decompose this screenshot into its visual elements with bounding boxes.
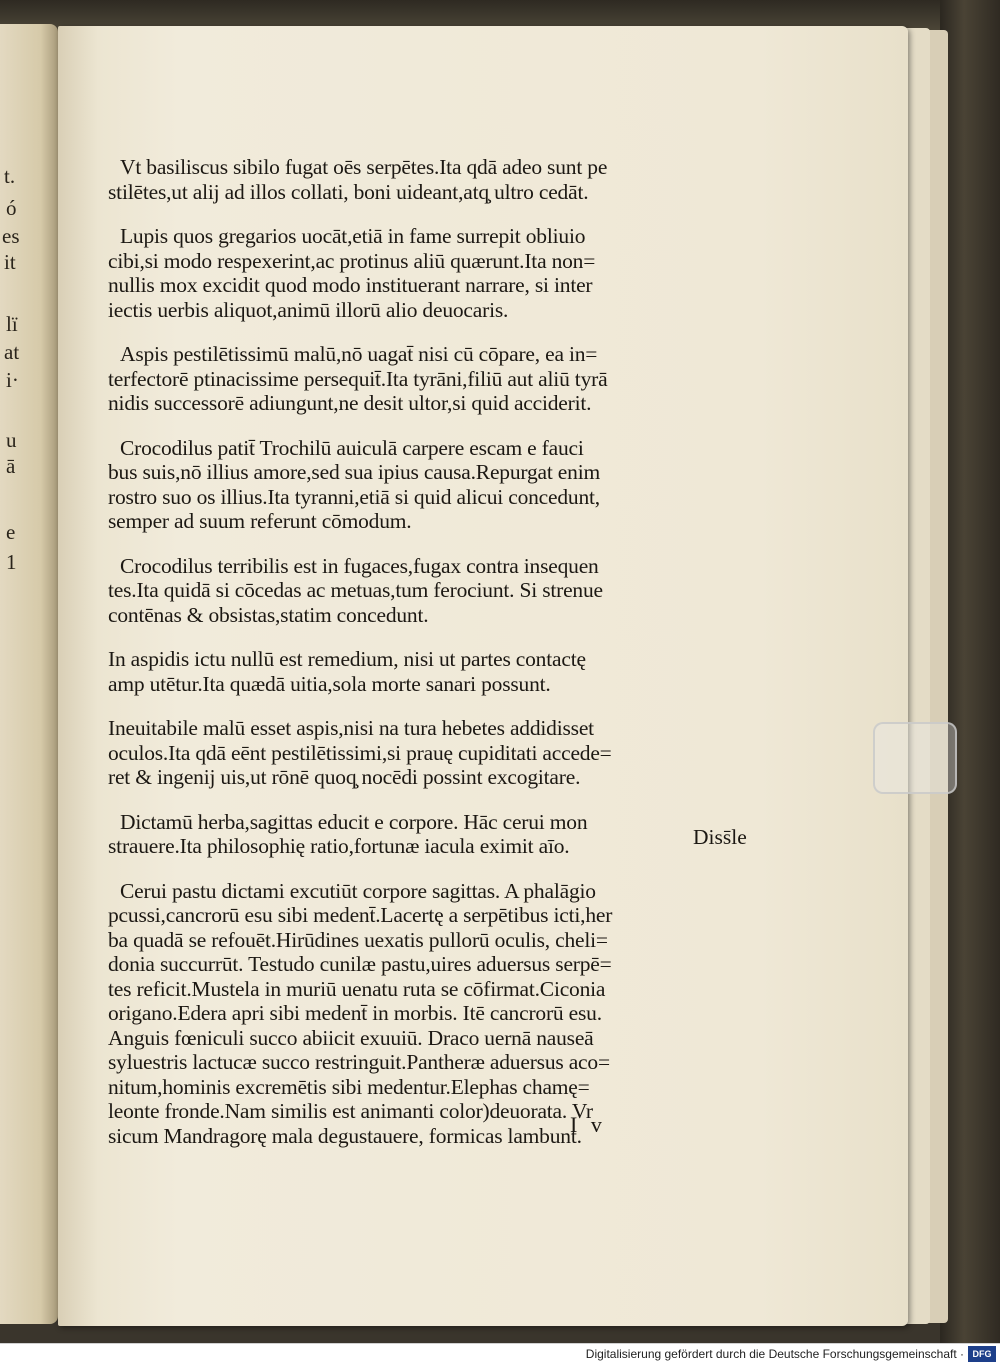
paragraph bbox=[108, 716, 708, 790]
paragraph bbox=[108, 879, 708, 1149]
text-line: strauere.Ita philosophię ratio,fortunæ iacula eximit aīo. bbox=[108, 834, 570, 858]
text-line: Vt basiliscus sibilo fugat oēs serpētes.Ita qdā adeo sunt pe bbox=[120, 155, 608, 179]
signature-mark: I v bbox=[570, 1112, 606, 1137]
text-line: syluestris lactucæ succo restringuit.Pantheræ aduersus aco= bbox=[108, 1050, 610, 1074]
text-line: sicum Mandragorę mala degustauere, formicas lambunt. bbox=[108, 1123, 582, 1148]
text-line: stilētes,ut alij ad illos collati, boni uideant,atq̧ ultro cedāt. bbox=[108, 179, 589, 204]
text-line: bus suis,nō illius amore,sed sua ipius causa.Repurgat enim bbox=[108, 460, 600, 484]
text-line: terfectorē ptinacissime persequit̄.Ita tyrāni,filiū aut aliū tyrā bbox=[108, 366, 608, 391]
text-line: cibi,si modo respexerint,ac protinus aliū quærunt.Ita non= bbox=[108, 248, 596, 273]
text-line: pcussi,cancrorū esu sibi medent̄.Lacertę a serpētibus icti,her bbox=[108, 903, 613, 927]
text-line: ba quadā se refouēt.Hirūdines uexatis pullorū oculis, cheli= bbox=[108, 927, 608, 952]
text-line: donia succurrūt. Testudo cunilæ pastu,uires aduersus serpē= bbox=[108, 952, 612, 976]
text-line: contēnas & obsistas,statim concedunt. bbox=[108, 602, 429, 627]
marginal-note: Diss̄le bbox=[693, 825, 747, 849]
book-cover-edge bbox=[940, 0, 1000, 1343]
dfg-logo: DFG bbox=[968, 1346, 996, 1362]
left-page-fragment: it bbox=[4, 250, 16, 274]
footer-bar bbox=[0, 1343, 1000, 1366]
text-line: ret & ingenij uis,ut rōnē quoq̧ nocēdi possint excogitare. bbox=[108, 765, 581, 789]
text-line: Dictamū herba,sagittas educit e corpore. Hāc cerui mon bbox=[120, 809, 588, 834]
text-line: Crocodilus patit̄ Trochilū auiculā carpere escam e fauci bbox=[120, 435, 584, 460]
left-page-fragment: i· bbox=[6, 368, 19, 392]
left-page-fragment: u bbox=[6, 428, 17, 452]
left-page-fragment: 1 bbox=[6, 550, 17, 574]
paragraph bbox=[108, 224, 708, 322]
text-line: origano.Edera apri sibi medent̄ in morbis. Itē cancrorū esu. bbox=[108, 1001, 602, 1025]
text-line: semper ad suum referunt cōmodum. bbox=[108, 509, 412, 533]
paragraph bbox=[108, 342, 708, 416]
paragraph bbox=[108, 810, 708, 859]
page-text bbox=[108, 155, 708, 1168]
text-line: tes reficit.Mustela in muriū uenatu ruta se cōfirmat.Ciconia bbox=[108, 976, 606, 1001]
text-line: Crocodilus terribilis est in fugaces,fugax contra insequen bbox=[120, 553, 599, 578]
text-line: Aspis pestilētissimū malū,nō uagat̄ nisi cū cōpare, ea in= bbox=[120, 342, 598, 366]
left-page-fragment: t. bbox=[4, 164, 16, 188]
paragraph bbox=[108, 647, 708, 696]
paragraph bbox=[108, 554, 708, 628]
left-page-fragment: e bbox=[6, 520, 16, 544]
left-page-fragment: lï bbox=[6, 312, 18, 336]
text-line: In aspidis ictu nullū est remedium, nisi ut partes contactę bbox=[108, 647, 586, 671]
left-page-fragment: es bbox=[2, 224, 20, 248]
text-line: rostro suo os illius.Ita tyranni,etiā si quid alicui concedunt, bbox=[108, 484, 600, 509]
paragraph bbox=[108, 436, 708, 534]
text-line: iectis uerbis aliquot,animū illorū alio deuocaris. bbox=[108, 297, 509, 322]
text-line: Cerui pastu dictami excutiūt corpore sagittas. A phalāgio bbox=[120, 878, 596, 903]
text-line: Ineuitabile malū esset aspis,nisi na tura hebetes addidisset bbox=[108, 716, 594, 740]
left-page-edge bbox=[0, 24, 58, 1324]
left-page-fragment: ā bbox=[6, 454, 16, 478]
text-line: leonte fronde.Nam similis est animanti color)deuorata. Vr bbox=[108, 1099, 593, 1123]
text-line: Anguis fœniculi succo abiicit exuuiū. Draco uernā nauseā bbox=[108, 1025, 594, 1050]
paragraph bbox=[108, 155, 708, 204]
footer-credit: Digitalisierung gefördert durch die Deutsche Forschungsgemeinschaft · bbox=[585, 1347, 964, 1361]
text-line: nitum,hominis excremētis sibi medentur.Elephas chamę= bbox=[108, 1074, 590, 1099]
text-line: nullis mox excidit quod modo instituerant narrare, si inter bbox=[108, 273, 593, 297]
left-page-fragment: at bbox=[4, 340, 20, 364]
text-line: Lupis quos gregarios uocāt,etiā in fame surrepit obliuio bbox=[120, 224, 586, 248]
left-page-fragment: ó bbox=[6, 196, 17, 220]
page-clip bbox=[873, 722, 957, 794]
text-line: tes.Ita quidā si cōcedas ac metuas,tum ferociunt. Si strenue bbox=[108, 578, 603, 602]
text-line: oculos.Ita qdā eēnt pestilētissimi,si prauę cupiditati accede= bbox=[108, 740, 612, 765]
text-line: amp utētur.Ita quædā uitia,sola morte sanari possunt. bbox=[108, 671, 551, 696]
text-line: nidis successorē adiungunt,ne desit ultor,si quid acciderit. bbox=[108, 391, 592, 415]
